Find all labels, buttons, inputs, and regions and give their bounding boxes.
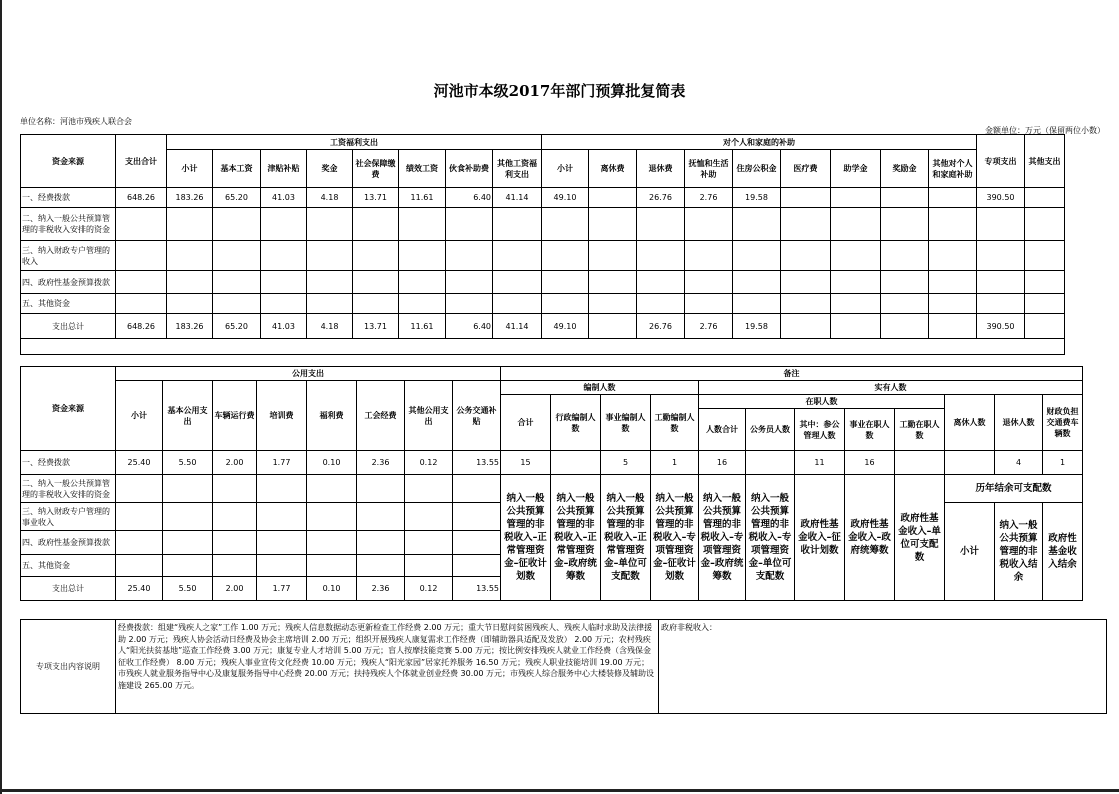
- value-cell: [257, 555, 307, 577]
- value-cell: [589, 271, 637, 294]
- header-carryover: 历年结余可支配数: [945, 475, 1083, 503]
- value-cell: 41.03: [261, 314, 307, 339]
- spacer-row: [21, 339, 1065, 355]
- value-cell: [261, 294, 307, 314]
- value-cell: [453, 503, 501, 531]
- value-cell: [542, 208, 589, 241]
- row-label: 二、纳入一般公共预算管理的非税收入安排的资金: [21, 475, 116, 503]
- value-cell: [1025, 271, 1065, 294]
- value-cell: [405, 503, 453, 531]
- header-vehicle: 财政负担交通费车辆数: [1043, 395, 1083, 451]
- header-personal-col: 其他对个人和家庭补助: [929, 150, 977, 188]
- value-cell: [542, 294, 589, 314]
- value-cell: [929, 271, 977, 294]
- page-bottom-border: [0, 789, 1119, 792]
- value-cell: 1: [1043, 451, 1083, 475]
- value-cell: [542, 241, 589, 271]
- value-cell: [831, 271, 881, 294]
- special-notes-text: 经费拨款：组建“残疾人之家”工作 1.00 万元；残疾人信息数据动态更新检查工作经费 2.00 万元；重大节日慰问贫困残疾人、残疾人临时求助及法律援助 2.00 万元；残疾人协会活动日经费及协会主席培训 2.00 万元；组织开展残疾人康复需求工作经费（即辅助器具适配及发放） 2.00 万元；农村残疾人“阳光扶贫基地”巡查工作经费 3.00 万元；康复专业人才培训 5.00 万元；盲人按摩技能竞赛 5.00 万元；按比例安排残疾人就业工作经费（含残保金征收工作经费） 8.00 万元；残疾人事业宣传文化经费 10.00 万元；残疾人“阳光家园”居家托养服务 16.50 万元；残疾人职业技能培训 19.00 万元；市残疾人就业服务指导中心及康复服务指导中心经费 20.00 万元；扶持残疾人个体就业创业经费 30.00 万元；市残疾人综合服务中心大楼装修及辅助设施建设 265.00 万元。: [116, 620, 659, 714]
- value-cell: [261, 241, 307, 271]
- header-inservice-col: 事业在职人数: [845, 409, 895, 451]
- value-cell: [213, 503, 257, 531]
- value-cell: 11: [795, 451, 845, 475]
- value-cell: 1: [651, 451, 699, 475]
- value-cell: [446, 294, 493, 314]
- value-cell: [831, 314, 881, 339]
- header-inservice: 在职人数: [699, 395, 945, 409]
- value-cell: 390.50: [977, 314, 1025, 339]
- table-row: [21, 135, 1065, 150]
- row-label: 支出总计: [21, 577, 116, 601]
- value-cell: 19.58: [733, 188, 781, 208]
- value-cell: 25.40: [116, 451, 163, 475]
- value-cell: 6.40: [446, 314, 493, 339]
- value-cell: [399, 241, 446, 271]
- value-cell: 183.26: [167, 188, 213, 208]
- value-cell: 648.26: [116, 188, 167, 208]
- value-cell: [881, 188, 929, 208]
- value-cell: [446, 208, 493, 241]
- value-cell: [163, 531, 213, 555]
- value-cell: [453, 531, 501, 555]
- value-cell: 4: [995, 451, 1043, 475]
- header-staff-col: 工勤编制人数: [651, 395, 699, 451]
- value-cell: [307, 531, 357, 555]
- value-cell: [163, 503, 213, 531]
- budget-table-public-and-staff: [20, 366, 1083, 601]
- table-row: [21, 475, 1083, 503]
- value-cell: 19.58: [733, 314, 781, 339]
- value-cell: [895, 451, 945, 475]
- header-inservice-col: 其中：参公管理人数: [795, 409, 845, 451]
- row-label: 四、政府性基金预算拨款: [21, 271, 116, 294]
- row-label: 一、经费拨款: [21, 451, 116, 475]
- value-cell: [261, 208, 307, 241]
- value-cell: [116, 555, 163, 577]
- value-cell: [257, 475, 307, 503]
- header-source: 资金来源: [21, 367, 116, 451]
- value-cell: [167, 241, 213, 271]
- value-cell: [213, 294, 261, 314]
- value-cell: 0.12: [405, 577, 453, 601]
- budget-table-expenditure: [20, 134, 1065, 355]
- value-cell: [881, 208, 929, 241]
- header-retired: 退休人数: [995, 395, 1043, 451]
- value-cell: [637, 271, 685, 294]
- value-cell: [453, 555, 501, 577]
- value-cell: [542, 271, 589, 294]
- header-wage-col: 基本工资: [213, 150, 261, 188]
- value-cell: [929, 188, 977, 208]
- value-cell: [929, 208, 977, 241]
- value-cell: 13.55: [453, 577, 501, 601]
- value-cell: [357, 503, 405, 531]
- value-cell: 41.14: [493, 314, 542, 339]
- table-row: [21, 314, 1065, 339]
- table-row: [21, 150, 1065, 188]
- income-col-header: 纳入一般公共预算管理的非税收入–正常管理资金–政府统筹数: [551, 475, 601, 601]
- value-cell: [307, 294, 353, 314]
- table-row: [21, 208, 1065, 241]
- header-wage-col: 奖金: [307, 150, 353, 188]
- header-total: 支出合计: [116, 135, 167, 188]
- value-cell: [685, 294, 733, 314]
- header-staff-col: 事业编制人数: [601, 395, 651, 451]
- value-cell: [357, 531, 405, 555]
- value-cell: [781, 294, 831, 314]
- value-cell: [831, 294, 881, 314]
- header-remark: 备注: [501, 367, 1083, 381]
- table-row: [21, 339, 1065, 355]
- value-cell: [353, 294, 399, 314]
- value-cell: 2.76: [685, 314, 733, 339]
- value-cell: 65.20: [213, 188, 261, 208]
- budget-table-special-notes: [20, 619, 1107, 714]
- value-cell: [831, 208, 881, 241]
- value-cell: 16: [845, 451, 895, 475]
- value-cell: [353, 271, 399, 294]
- value-cell: [116, 531, 163, 555]
- value-cell: [446, 241, 493, 271]
- value-cell: [405, 531, 453, 555]
- value-cell: [213, 241, 261, 271]
- header-personal-col: 住房公积金: [733, 150, 781, 188]
- special-notes-label: 专项支出内容说明: [21, 620, 116, 714]
- value-cell: [1025, 241, 1065, 271]
- value-cell: [1025, 188, 1065, 208]
- header-retired-off: 离休人数: [945, 395, 995, 451]
- value-cell: [446, 271, 493, 294]
- value-cell: [881, 314, 929, 339]
- value-cell: [357, 555, 405, 577]
- header-personal-col: 抚恤和生活补助: [685, 150, 733, 188]
- header-wage-col: 小计: [167, 150, 213, 188]
- table-row: [21, 294, 1065, 314]
- value-cell: 41.03: [261, 188, 307, 208]
- value-cell: [307, 241, 353, 271]
- value-cell: 49.10: [542, 188, 589, 208]
- header-personal-col: 退休费: [637, 150, 685, 188]
- value-cell: [493, 241, 542, 271]
- value-cell: 0.10: [307, 451, 357, 475]
- value-cell: 1.77: [257, 451, 307, 475]
- value-cell: [307, 555, 357, 577]
- header-public-col: 基本公用支出: [163, 381, 213, 451]
- header-other: 其他支出: [1025, 135, 1065, 188]
- income-col-header: 政府性基金收入–单位可支配数: [895, 475, 945, 601]
- page-left-border: [0, 0, 2, 794]
- amount-unit: 金额单位：万元（保留两位小数）: [985, 126, 1105, 135]
- income-col-header: 纳入一般公共预算管理的非税收入–专项管理资金–征收计划数: [651, 475, 699, 601]
- value-cell: [733, 241, 781, 271]
- row-label: 三、纳入财政专户管理的收入: [21, 241, 116, 271]
- value-cell: [213, 271, 261, 294]
- income-col-header: 纳入一般公共预算管理的非税收入–专项管理资金–单位可支配数: [746, 475, 795, 601]
- value-cell: [881, 271, 929, 294]
- income-col-header: 纳入一般公共预算管理的非税收入–正常管理资金–单位可支配数: [601, 475, 651, 601]
- value-cell: [881, 294, 929, 314]
- value-cell: 2.00: [213, 577, 257, 601]
- value-cell: [163, 475, 213, 503]
- value-cell: [977, 271, 1025, 294]
- header-personal-col: 离休费: [589, 150, 637, 188]
- value-cell: 183.26: [167, 314, 213, 339]
- value-cell: [405, 475, 453, 503]
- value-cell: [399, 294, 446, 314]
- value-cell: [746, 451, 795, 475]
- row-label: 三、纳入财政专户管理的事业收入: [21, 503, 116, 531]
- carryover-col-header: 小计: [945, 503, 995, 601]
- value-cell: [257, 531, 307, 555]
- value-cell: [685, 271, 733, 294]
- value-cell: [307, 503, 357, 531]
- value-cell: [881, 241, 929, 271]
- value-cell: [945, 451, 995, 475]
- value-cell: [116, 294, 167, 314]
- income-col-header: 纳入一般公共预算管理的非税收入–专项管理资金–政府统筹数: [699, 475, 746, 601]
- table-row: [21, 381, 1083, 395]
- header-inservice-col: 人数合计: [699, 409, 746, 451]
- value-cell: [831, 241, 881, 271]
- header-inservice-col: 工勤在职人数: [895, 409, 945, 451]
- income-col-header: 政府性基金收入–政府统筹数: [845, 475, 895, 601]
- value-cell: [399, 208, 446, 241]
- value-cell: [781, 241, 831, 271]
- value-cell: 5.50: [163, 577, 213, 601]
- value-cell: 4.18: [307, 314, 353, 339]
- header-personal-subsidy: 对个人和家庭的补助: [542, 135, 977, 150]
- header-wage-welfare: 工资福利支出: [167, 135, 542, 150]
- value-cell: 26.76: [637, 188, 685, 208]
- table-row: [21, 188, 1065, 208]
- value-cell: 5: [601, 451, 651, 475]
- value-cell: [1025, 208, 1065, 241]
- value-cell: [493, 271, 542, 294]
- value-cell: [493, 208, 542, 241]
- value-cell: 2.36: [357, 451, 405, 475]
- value-cell: 13.71: [353, 314, 399, 339]
- row-label: 支出总计: [21, 314, 116, 339]
- value-cell: [637, 294, 685, 314]
- value-cell: [399, 271, 446, 294]
- value-cell: 2.36: [357, 577, 405, 601]
- value-cell: [116, 503, 163, 531]
- value-cell: [163, 555, 213, 577]
- header-public-col: 培训费: [257, 381, 307, 451]
- value-cell: [167, 294, 213, 314]
- header-wage-col: 绩效工资: [399, 150, 446, 188]
- value-cell: [353, 208, 399, 241]
- header-public-col: 福利费: [307, 381, 357, 451]
- value-cell: [213, 475, 257, 503]
- value-cell: [589, 294, 637, 314]
- carryover-col-header: 政府性基金收入结余: [1043, 503, 1083, 601]
- value-cell: [257, 503, 307, 531]
- table-row: [21, 241, 1065, 271]
- row-label: 一、经费拨款: [21, 188, 116, 208]
- value-cell: [116, 475, 163, 503]
- value-cell: 648.26: [116, 314, 167, 339]
- header-staff: 编制人数: [501, 381, 699, 395]
- value-cell: [213, 555, 257, 577]
- row-label: 五、其他资金: [21, 555, 116, 577]
- row-label: 五、其他资金: [21, 294, 116, 314]
- value-cell: [589, 208, 637, 241]
- value-cell: [1025, 294, 1065, 314]
- header-personal-col: 医疗费: [781, 150, 831, 188]
- value-cell: [929, 294, 977, 314]
- value-cell: [589, 241, 637, 271]
- value-cell: 15: [501, 451, 551, 475]
- value-cell: [551, 451, 601, 475]
- value-cell: [977, 241, 1025, 271]
- header-source: 资金来源: [21, 135, 116, 188]
- value-cell: [116, 241, 167, 271]
- value-cell: 13.55: [453, 451, 501, 475]
- value-cell: [831, 188, 881, 208]
- value-cell: [929, 314, 977, 339]
- header-public-col: 公务交通补贴: [453, 381, 501, 451]
- value-cell: [685, 241, 733, 271]
- value-cell: 390.50: [977, 188, 1025, 208]
- income-col-header: 政府性基金收入–征收计划数: [795, 475, 845, 601]
- value-cell: [733, 294, 781, 314]
- table-row: [21, 451, 1083, 475]
- value-cell: 4.18: [307, 188, 353, 208]
- value-cell: [213, 531, 257, 555]
- value-cell: [116, 271, 167, 294]
- value-cell: [167, 271, 213, 294]
- header-public-col: 车辆运行费: [213, 381, 257, 451]
- value-cell: [929, 241, 977, 271]
- header-inservice-col: 公务员人数: [746, 409, 795, 451]
- value-cell: 1.77: [257, 577, 307, 601]
- header-staff-col: 行政编制人数: [551, 395, 601, 451]
- header-wage-col: 社会保障缴费: [353, 150, 399, 188]
- header-wage-col: 其他工资福利支出: [493, 150, 542, 188]
- value-cell: [733, 271, 781, 294]
- value-cell: [589, 314, 637, 339]
- value-cell: [453, 475, 501, 503]
- header-special: 专项支出: [977, 135, 1025, 188]
- value-cell: [977, 294, 1025, 314]
- value-cell: [1025, 314, 1065, 339]
- income-col-header: 纳入一般公共预算管理的非税收入–正常管理资金–征收计划数: [501, 475, 551, 601]
- header-personal-col: 助学金: [831, 150, 881, 188]
- header-staff-col: 合计: [501, 395, 551, 451]
- value-cell: [589, 188, 637, 208]
- value-cell: [637, 208, 685, 241]
- value-cell: [307, 475, 357, 503]
- row-label: 四、政府性基金预算拨款: [21, 531, 116, 555]
- value-cell: 16: [699, 451, 746, 475]
- value-cell: [353, 241, 399, 271]
- value-cell: [307, 271, 353, 294]
- header-public: 公用支出: [116, 367, 501, 381]
- unit-name: 单位名称：河池市残疾人联合会: [20, 117, 132, 126]
- value-cell: 0.12: [405, 451, 453, 475]
- value-cell: 2.76: [685, 188, 733, 208]
- value-cell: [781, 208, 831, 241]
- carryover-col-header: 纳入一般公共预算管理的非税收入结余: [995, 503, 1043, 601]
- value-cell: [733, 208, 781, 241]
- header-personal-col: 奖励金: [881, 150, 929, 188]
- row-label: 二、纳入一般公共预算管理的非税收入安排的资金: [21, 208, 116, 241]
- table-row: [21, 367, 1083, 381]
- header-wage-col: 津贴补贴: [261, 150, 307, 188]
- value-cell: 0.10: [307, 577, 357, 601]
- value-cell: [405, 555, 453, 577]
- value-cell: [637, 241, 685, 271]
- value-cell: [213, 208, 261, 241]
- value-cell: 25.40: [116, 577, 163, 601]
- value-cell: 26.76: [637, 314, 685, 339]
- value-cell: 41.14: [493, 188, 542, 208]
- value-cell: 2.00: [213, 451, 257, 475]
- value-cell: 49.10: [542, 314, 589, 339]
- value-cell: 65.20: [213, 314, 261, 339]
- value-cell: [493, 294, 542, 314]
- value-cell: [977, 208, 1025, 241]
- value-cell: [685, 208, 733, 241]
- value-cell: 13.71: [353, 188, 399, 208]
- value-cell: [307, 208, 353, 241]
- page-title: 河池市本级2017年部门预算批复简表: [433, 82, 686, 100]
- table-row: [21, 271, 1065, 294]
- value-cell: [116, 208, 167, 241]
- value-cell: 5.50: [163, 451, 213, 475]
- value-cell: [781, 271, 831, 294]
- header-public-col: 小计: [116, 381, 163, 451]
- header-public-col: 工会经费: [357, 381, 405, 451]
- value-cell: [357, 475, 405, 503]
- non-tax-income-note: 政府非税收入：: [659, 620, 1107, 714]
- header-public-col: 其他公用支出: [405, 381, 453, 451]
- header-personal-col: 小计: [542, 150, 589, 188]
- value-cell: [261, 271, 307, 294]
- value-cell: [781, 188, 831, 208]
- value-cell: [781, 314, 831, 339]
- value-cell: [167, 208, 213, 241]
- value-cell: 11.61: [399, 314, 446, 339]
- value-cell: 6.40: [446, 188, 493, 208]
- header-wage-col: 伙食补助费: [446, 150, 493, 188]
- header-actual: 实有人数: [699, 381, 1083, 395]
- value-cell: 11.61: [399, 188, 446, 208]
